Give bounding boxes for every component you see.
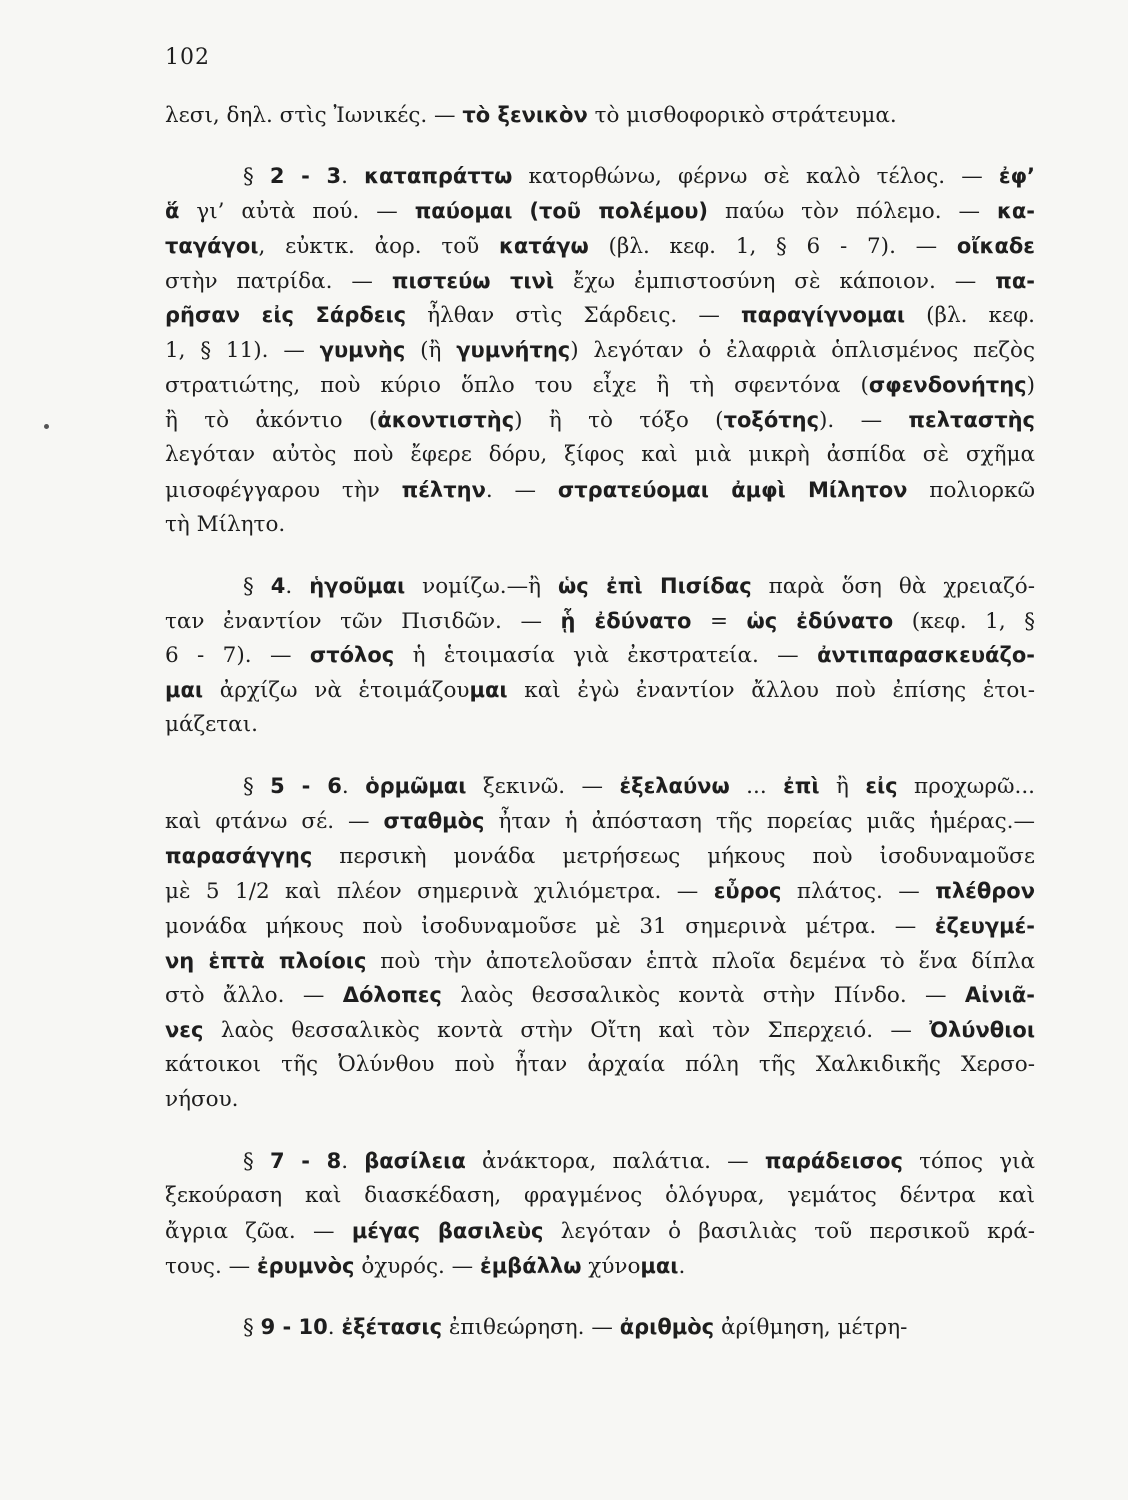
bold-term: ἐφ’ [998,163,1035,188]
bold-term: 4 [270,573,286,598]
text-line: § 2 - 3. καταπράττω κατορθώνω, φέρνω σὲ καλὸ τέλος. — ἐφ’ [243,163,1035,189]
bold-term: τοξότης [723,408,820,433]
text-line: στὴν πατρίδα. — πιστεύω τινὶ ἔχω ἐμπιστοσύνη σὲ κάποιον. — πα- [165,268,1035,294]
bold-term: ἐπὶ [783,774,820,799]
bold-term: τὸ ξενικὸν [462,103,588,127]
bold-term: πιστεύω τινὶ [391,268,555,293]
paragraph [165,159,1035,543]
paragraph [165,1144,1035,1284]
bold-term: ἀριθμὸς [619,1314,715,1339]
text-line: § 7 - 8. βασίλεια ἀνάκτορα, παλάτια. — παράδεισος τόπος γιὰ [243,1149,1035,1175]
page-number: 102 [165,45,210,70]
bold-term: νες [165,1018,204,1043]
text-line: τὴ Μίλητο. [165,511,286,537]
text-line: μὲ 5 1/2 καὶ πλέον σημερινὰ χιλιόμετρα. — εὖρος πλάτος. — πλέθρον [165,878,1035,904]
bold-term: πλέθρον [935,878,1035,903]
text-line: ἄγρια ζῶα. — μέγας βασιλεὺς λεγόταν ὁ βασιλιὰς τοῦ περσικοῦ κρά- [165,1218,1035,1244]
text-line: ρῆσαν εἰς Σάρδεις ἦλθαν στὶς Σάρδεις. — παραγίγνομαι (βλ. κεφ. [165,303,1035,329]
bold-term: πέλτην [401,477,486,502]
bold-term: ἡγοῦμαι [309,573,406,598]
paragraph [165,569,1035,743]
text-line: στρατιώτης, ποὺ κύριο ὅπλο του εἶχε ἢ τὴ σφεντόνα (σφενδονήτης) [165,373,1035,399]
bold-term: μαι [469,678,508,703]
text-line: καὶ φτάνω σέ. — σταθμὸς ἦταν ἡ ἀπόσταση τῆς πορείας μιᾶς ἡμέρας.— [165,809,1035,835]
commentary-body [165,98,1035,1345]
bold-term: ἀντιπαρασκευάζο- [817,643,1035,668]
bold-term: Ὀλύνθιοι [929,1018,1035,1043]
bold-term: ᾗ ἐδύνατο [560,608,692,633]
bold-term: κατάγω [499,233,589,258]
bold-term: μαι [165,678,204,703]
bold-term: γυμνὴς [319,338,406,363]
paragraph [165,1310,1035,1345]
text-line: λεσι, δηλ. στὶς Ἰωνικές. — τὸ ξενικὸν τὸ μισθοφορικὸ στράτευμα. [165,103,897,128]
text-line: στὸ ἄλλο. — Δόλοπες λαὸς θεσσαλικὸς κοντὰ στὴν Πίνδο. — Αἰνιᾶ- [165,983,1035,1009]
text-line: νη ἑπτὰ πλοίοις ποὺ τὴν ἀποτελοῦσαν ἑπτὰ πλοῖα δεμένα τὸ ἕνα δίπλα [165,948,1035,974]
bold-term: (τοῦ πολέμου) [529,198,709,223]
bold-term: πα- [995,268,1035,293]
text-line: § 4. ἡγοῦμαι νομίζω.—ἢ ὡς ἐπὶ Πισίδας παρὰ ὅση θὰ χρειαζό- [243,573,1035,599]
bold-term: πελταστὴς [908,408,1035,433]
text-line: μάζεται. [165,712,258,738]
text-line: ἢ τὸ ἀκόντιο (ἀκοντιστὴς) ἢ τὸ τόξο (τοξότης). — πελταστὴς [165,408,1035,434]
bold-term: γυμνήτης [456,338,571,363]
bold-term: ἅ [165,198,180,223]
bold-term: ταγάγοι [165,233,259,258]
bold-term: ρῆσαν εἰς Σάρδεις [165,303,407,328]
text-line: μισοφέγγαρου τὴν πέλτην. — στρατεύομαι ἀμφὶ Μίλητον πολιορκῶ [165,477,1035,503]
text-line: λεγόταν αὐτὸς ποὺ ἔφερε δόρυ, ξίφος καὶ μιὰ μικρὴ ἀσπίδα σὲ σχῆμα [165,442,1035,468]
bold-term: εἰς [865,774,898,799]
bold-term: Αἰνιᾶ- [964,983,1035,1008]
bold-term: ἐξέτασις [341,1314,443,1339]
text-line: νες λαὸς θεσσαλικὸς κοντὰ στὴν Οἴτη καὶ τὸν Σπερχειό. — Ὀλύνθιοι [165,1018,1035,1044]
text-line: ἅ γι’ αὐτὰ πού. — παύομαι (τοῦ πολέμου) παύω τὸν πόλεμο. — κα- [165,198,1035,224]
bold-term: ὁρμῶμαι [365,774,467,799]
bold-term: σφενδονήτης [868,373,1027,398]
bold-term: στόλος [309,643,395,668]
text-line: παρασάγγης περσικὴ μονάδα μετρήσεως μήκους ποὺ ἰσοδυναμοῦσε [165,843,1035,869]
bold-term: 7 - 8 [269,1149,342,1174]
bold-term: παύομαι [414,198,513,223]
text-line: 1, § 11). — γυμνὴς (ἢ γυμνήτης) λεγόταν ὁ ἐλαφριὰ ὁπλισμένος πεζὸς [165,338,1035,364]
bold-term: κα- [996,198,1035,223]
bold-term: 2 - 3 [269,163,342,188]
bold-term: 5 - 6 [270,774,342,799]
bold-term: καταπράττω [364,163,513,188]
text-line: νήσου. [165,1087,239,1113]
bold-term: μέγας βασιλεὺς [351,1218,544,1243]
bold-term: παρασάγγης [165,843,313,868]
bold-term: ὡς ἐδύνατο [746,608,894,633]
bold-term: στρατεύομαι ἀμφὶ Μίλητον [557,477,908,502]
text-line: μαι ἀρχίζω νὰ ἑτοιμάζουμαι καὶ ἐγὼ ἐναντίον ἄλλου ποὺ ἐπίσης ἑτοι- [165,678,1035,704]
bold-term: νη ἑπτὰ πλοίοις [165,948,367,973]
bold-term: σταθμὸς [383,809,485,834]
bold-term: παραγίγνομαι [740,303,906,328]
bold-term: ἐμβάλλω [480,1253,582,1278]
text-line: ταν ἐναντίον τῶν Πισιδῶν. — ᾗ ἐδύνατο = ὡς ἐδύνατο (κεφ. 1, § [165,608,1035,634]
bold-term: ὡς ἐπὶ Πισίδας [557,573,752,598]
text-line: § 9 - 10. ἐξέτασις ἐπιθεώρηση. — ἀριθμὸς ἀρίθμηση, μέτρη- [243,1314,908,1340]
text-line: ξεκούραση καὶ διασκέδαση, φραγμένος ὁλόγυρα, γεμάτος δέντρα καὶ [165,1182,1035,1208]
bold-term: ἐζευγμέ- [934,913,1035,938]
bold-term: ἀκοντιστὴς [377,408,515,433]
bold-term: οἴκαδε [956,233,1035,258]
bold-term: μαι [640,1253,679,1278]
text-line: 6 - 7). — στόλος ἡ ἑτοιμασία γιὰ ἐκστρατεία. — ἀντιπαρασκευάζο- [165,643,1035,669]
bold-term: Δόλοπες [342,983,442,1008]
bold-term: εὖρος [713,878,782,903]
text-line: § 5 - 6. ὁρμῶμαι ξεκινῶ. — ἐξελαύνω ... ἐπὶ ἢ εἰς προχωρῶ... [243,774,1035,800]
paragraph [165,769,1035,1118]
text-line: τους. — ἐρυμνὸς ὀχυρός. — ἐμβάλλω χύνομαι. [165,1253,686,1279]
paragraph [165,98,1035,133]
margin-dot [44,424,49,429]
bold-term: παράδεισος [764,1149,903,1174]
bold-term: βασίλεια [364,1149,466,1174]
bold-term: ἐρυμνὸς [256,1253,355,1278]
text-line: μονάδα μήκους ποὺ ἰσοδυναμοῦσε μὲ 31 σημερινὰ μέτρα. — ἐζευγμέ- [165,913,1035,939]
bold-term: ἐξελαύνω [619,774,730,799]
bold-term: 9 - 10 [260,1314,328,1339]
text-line: κάτοικοι τῆς Ὀλύνθου ποὺ ἦταν ἀρχαία πόλη τῆς Χαλκιδικῆς Χερσο- [165,1052,1035,1078]
text-line: ταγάγοι, εὐκτκ. ἀορ. τοῦ κατάγω (βλ. κεφ. 1, § 6 - 7). — οἴκαδε [165,233,1035,259]
